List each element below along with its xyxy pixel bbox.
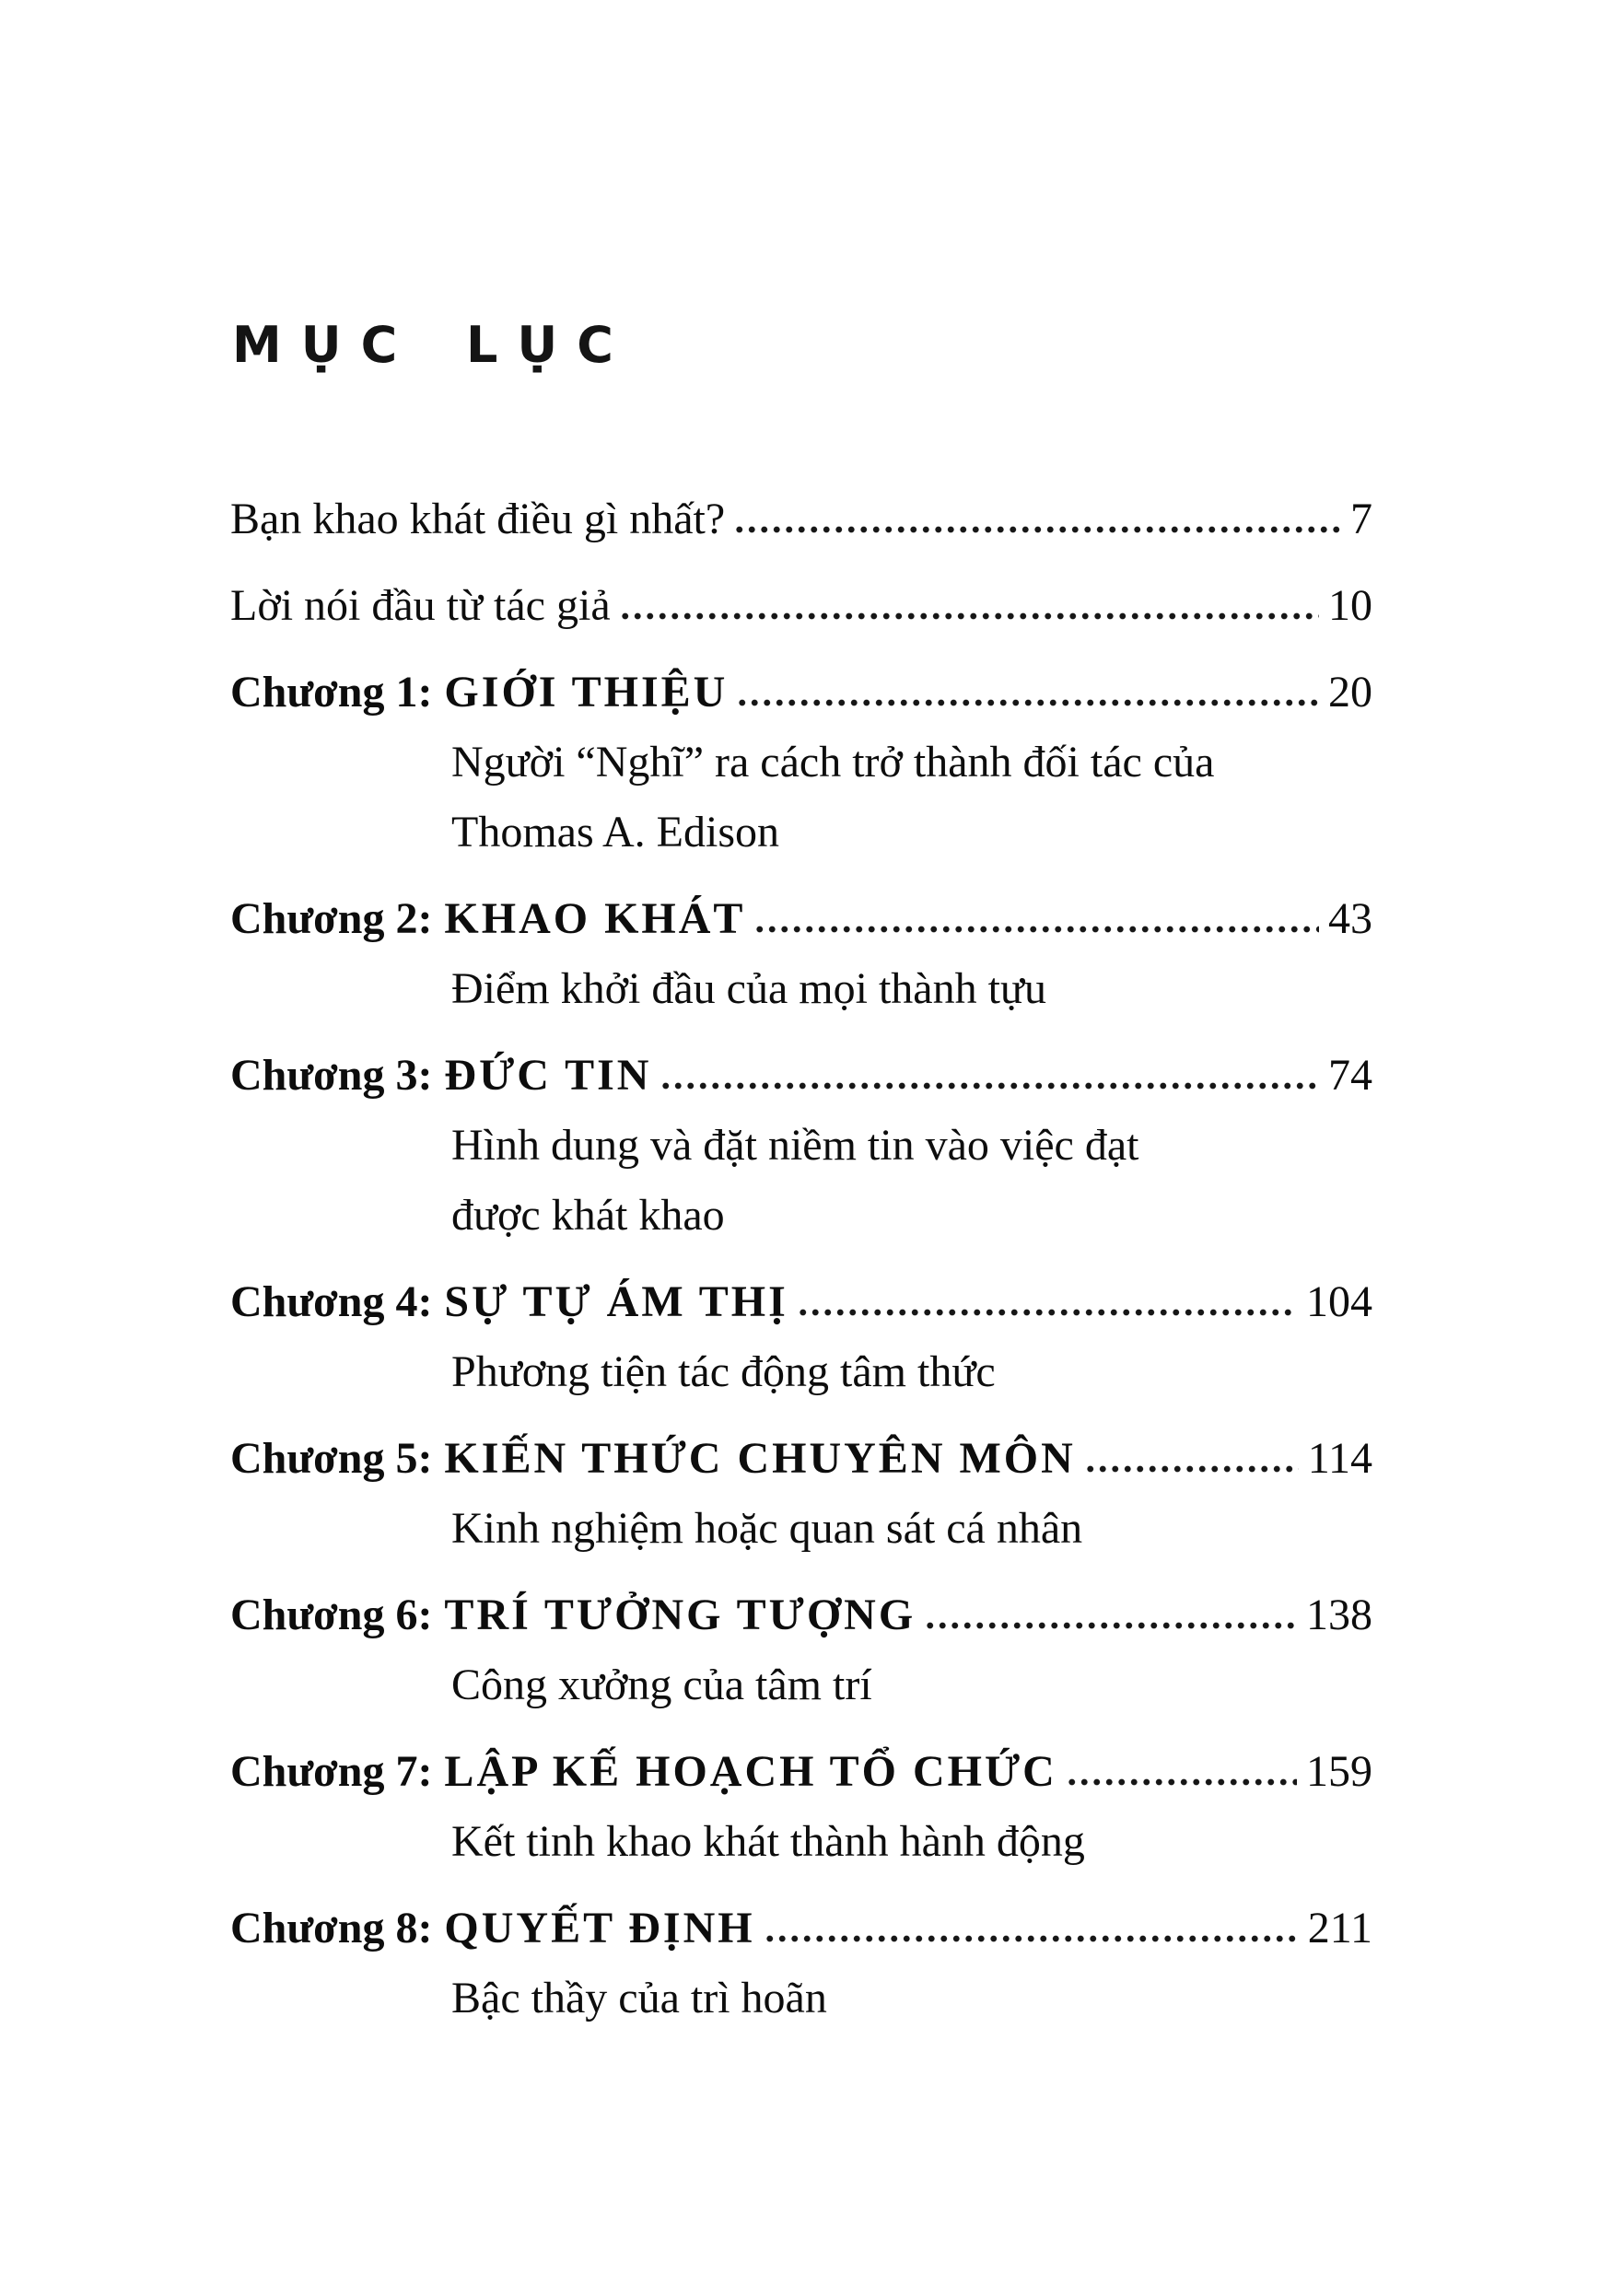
dot-leader [797, 1309, 1297, 1316]
chapter-title: ĐỨC TIN [444, 1051, 652, 1100]
dot-leader [736, 699, 1319, 706]
chapter-label: Chương 1: [230, 668, 433, 717]
chapter-label: Chương 4: [230, 1277, 433, 1326]
toc-entry [230, 484, 1372, 554]
subtitle-text: Điểm khởi đầu của mọi thành tựu [451, 964, 1046, 1013]
page-number: 138 [1306, 1591, 1372, 1639]
toc-subtitle [230, 728, 1372, 798]
toc-subtitle [230, 1650, 1372, 1720]
toc-chapter-entry [230, 1267, 1372, 1337]
page-number: 20 [1328, 668, 1372, 717]
toc-subtitle [230, 1807, 1372, 1877]
subtitle-text: Kết tinh khao khát thành hành động [451, 1817, 1085, 1866]
toc-chapter-entry [230, 884, 1372, 954]
chapter-label: Chương 2: [230, 894, 433, 943]
page-number: 10 [1328, 581, 1372, 630]
chapter-title: TRÍ TƯỞNG TƯỢNG [444, 1591, 916, 1639]
chapter-title: KHAO KHÁT [444, 894, 746, 943]
dot-leader [733, 526, 1341, 533]
dot-leader [619, 612, 1319, 620]
page-title: MỤC LỤC [232, 316, 633, 375]
chapter-title: LẬP KẾ HOẠCH TỔ CHỨC [444, 1747, 1057, 1796]
toc-chapter-entry [230, 1894, 1372, 1964]
chapter-title: KIẾN THỨC CHUYÊN MÔN [444, 1434, 1076, 1483]
chapter-label: Chương 8: [230, 1904, 433, 1952]
dot-leader [660, 1082, 1319, 1090]
dot-leader [1084, 1465, 1299, 1473]
entry-label: Bạn khao khát điều gì nhất? [230, 495, 726, 543]
page-number: 211 [1307, 1904, 1372, 1952]
chapter-title: SỰ TỰ ÁM THỊ [444, 1277, 788, 1326]
toc-subtitle [230, 1964, 1372, 2034]
subtitle-text: Hình dung và đặt niềm tin vào việc đạt [451, 1121, 1139, 1170]
toc-subtitle [230, 1494, 1372, 1564]
toc-subtitle [230, 1111, 1372, 1181]
dot-leader [764, 1935, 1299, 1942]
page-number: 43 [1328, 894, 1372, 943]
toc-list [230, 468, 1372, 2034]
chapter-label: Chương 6: [230, 1591, 433, 1639]
toc-subtitle [230, 1181, 1372, 1251]
page-number: 74 [1328, 1051, 1372, 1100]
toc-chapter-entry [230, 1041, 1372, 1111]
toc-chapter-entry [230, 658, 1372, 728]
subtitle-text: Bậc thầy của trì hoãn [451, 1974, 827, 2022]
toc-subtitle [230, 1337, 1372, 1407]
chapter-title: GIỚI THIỆU [444, 668, 729, 717]
entry-label: Lời nói đầu từ tác giả [230, 581, 611, 630]
page-number: 159 [1306, 1747, 1372, 1796]
toc-chapter-entry [230, 1737, 1372, 1807]
subtitle-text: Công xưởng của tâm trí [451, 1661, 872, 1709]
page-number: 104 [1306, 1277, 1372, 1326]
toc-entry [230, 571, 1372, 641]
toc-chapter-entry [230, 1580, 1372, 1650]
chapter-title: QUYẾT ĐỊNH [444, 1904, 755, 1952]
subtitle-text: được khát khao [451, 1191, 725, 1240]
chapter-label: Chương 5: [230, 1434, 433, 1483]
dot-leader [1066, 1778, 1297, 1786]
chapter-label: Chương 3: [230, 1051, 433, 1100]
toc-subtitle [230, 798, 1372, 868]
chapter-label: Chương 7: [230, 1747, 433, 1796]
dot-leader [753, 926, 1319, 933]
subtitle-text: Phương tiện tác động tâm thức [451, 1347, 996, 1396]
page-number: 114 [1307, 1434, 1372, 1483]
subtitle-text: Thomas A. Edison [451, 808, 779, 857]
toc-subtitle [230, 954, 1372, 1024]
toc-chapter-entry [230, 1424, 1372, 1494]
subtitle-text: Người “Nghĩ” ra cách trở thành đối tác của [451, 738, 1215, 787]
dot-leader [924, 1622, 1297, 1629]
page-number: 7 [1350, 495, 1372, 543]
subtitle-text: Kinh nghiệm hoặc quan sát cá nhân [451, 1504, 1083, 1553]
